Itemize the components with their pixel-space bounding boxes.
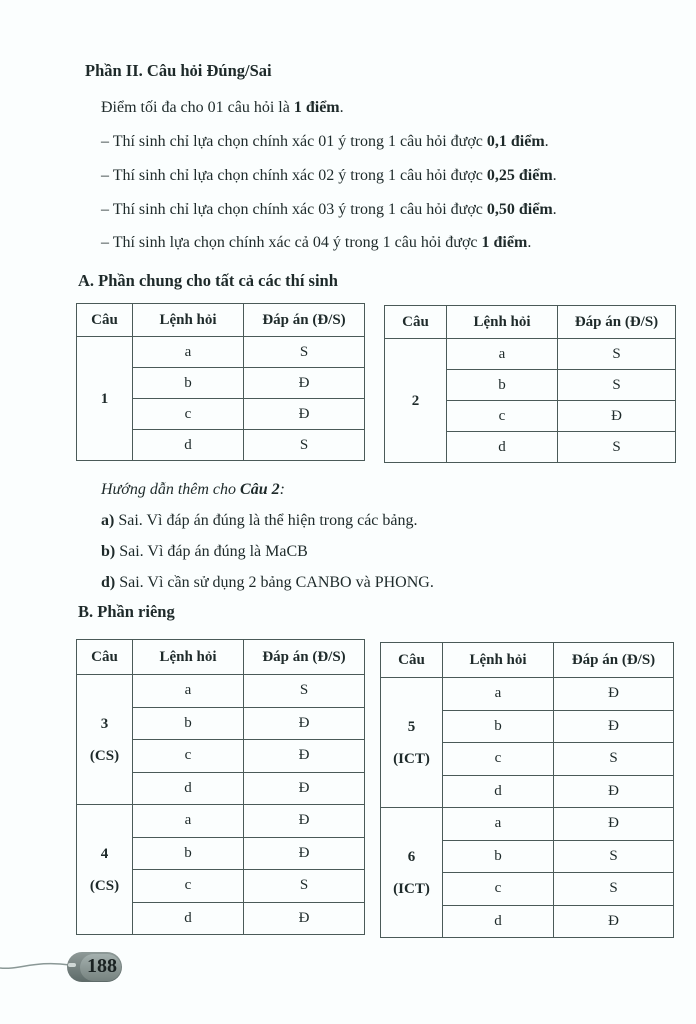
statement-label: d xyxy=(447,432,558,463)
note-item-label: a) xyxy=(101,512,115,529)
table-header-row xyxy=(385,306,676,339)
table-header-row xyxy=(77,304,365,337)
statement-label: a xyxy=(133,675,244,708)
scoring-rule xyxy=(101,133,549,151)
rule-text: – Thí sinh lựa chọn chính xác cả 04 ý trong 1 câu hỏi được xyxy=(101,234,482,251)
statement-label: a xyxy=(133,337,244,368)
rule-points: 0,50 điểm xyxy=(486,201,553,218)
note-title-end: : xyxy=(279,481,285,498)
header-cau: Câu xyxy=(381,643,443,678)
note-item-label: b) xyxy=(101,543,116,560)
table-header-row xyxy=(381,643,674,678)
statement-label: a xyxy=(443,808,554,841)
mouse-scroll-icon xyxy=(68,963,76,967)
table-row xyxy=(77,805,365,838)
scoring-intro-text: Điểm tối đa cho 01 câu hỏi là xyxy=(101,99,294,116)
header-cau: Câu xyxy=(385,306,447,339)
answer-value: S xyxy=(244,337,365,368)
answer-table-q1 xyxy=(76,303,365,461)
statement-label: d xyxy=(133,430,244,461)
header-lenh-hoi: Lệnh hỏi xyxy=(133,640,244,675)
question-group: (ICT) xyxy=(393,750,430,767)
table-row xyxy=(77,675,365,708)
note-title xyxy=(101,481,285,499)
answer-value: S xyxy=(554,873,674,906)
note-item xyxy=(101,543,308,561)
mouse-cable-icon xyxy=(0,958,70,972)
answer-value: S xyxy=(554,743,674,776)
statement-label: c xyxy=(447,401,558,432)
rule-end: . xyxy=(552,201,557,218)
answer-table-cs xyxy=(76,639,365,935)
statement-label: d xyxy=(133,902,244,935)
question-cell xyxy=(77,675,133,805)
note-item-text: Sai. Vì đáp án đúng là thể hiện trong các bảng. xyxy=(114,512,418,529)
question-number: 1 xyxy=(77,337,133,461)
table-row xyxy=(77,337,365,368)
header-dap-an: Đáp án (Đ/S) xyxy=(244,304,365,337)
scoring-intro-bold: 1 điểm xyxy=(293,99,340,116)
table-row xyxy=(381,808,674,841)
statement-label: b xyxy=(443,840,554,873)
note-item xyxy=(101,574,434,592)
rule-text: – Thí sinh chỉ lựa chọn chính xác 02 ý trong 1 câu hỏi được xyxy=(101,167,487,184)
statement-label: b xyxy=(133,707,244,740)
answer-value: Đ xyxy=(244,740,365,773)
rule-points: 0,1 điểm xyxy=(486,133,545,150)
statement-label: b xyxy=(133,368,244,399)
statement-label: c xyxy=(133,399,244,430)
statement-label: b xyxy=(443,710,554,743)
note-item-text: Sai. Vì đáp án đúng là MaCB xyxy=(115,543,308,560)
note-item-label: d) xyxy=(101,574,116,591)
table-row xyxy=(381,678,674,711)
answer-value: Đ xyxy=(554,775,674,808)
question-group: (CS) xyxy=(89,747,120,764)
section-a-title: A. Phần chung cho tất cả các thí sinh xyxy=(78,271,338,290)
answer-value: Đ xyxy=(554,808,674,841)
statement-label: d xyxy=(133,772,244,805)
answer-value: S xyxy=(244,870,365,903)
question-number: 2 xyxy=(385,339,447,463)
note-title-text: Hướng dẫn thêm cho xyxy=(101,481,241,498)
question-cell xyxy=(381,808,443,938)
answer-value: S xyxy=(558,370,676,401)
answer-value: S xyxy=(558,432,676,463)
statement-label: c xyxy=(133,740,244,773)
statement-label: c xyxy=(133,870,244,903)
rule-text: – Thí sinh chỉ lựa chọn chính xác 03 ý trong 1 câu hỏi được xyxy=(101,201,487,218)
statement-label: d xyxy=(443,775,554,808)
table-header-row xyxy=(77,640,365,675)
statement-label: a xyxy=(443,678,554,711)
scoring-intro-end: . xyxy=(339,99,344,116)
question-number: 6 xyxy=(407,848,416,865)
header-dap-an: Đáp án (Đ/S) xyxy=(244,640,365,675)
statement-label: d xyxy=(443,905,554,938)
statement-label: c xyxy=(443,743,554,776)
header-dap-an: Đáp án (Đ/S) xyxy=(558,306,676,339)
answer-value: S xyxy=(244,675,365,708)
section-b-title: B. Phần riêng xyxy=(78,602,175,621)
answer-value: Đ xyxy=(244,707,365,740)
answer-table-q2 xyxy=(384,305,676,463)
header-lenh-hoi: Lệnh hỏi xyxy=(133,304,244,337)
question-number: 5 xyxy=(407,718,416,735)
answer-value: S xyxy=(554,840,674,873)
header-cau: Câu xyxy=(77,304,133,337)
answer-value: Đ xyxy=(554,678,674,711)
rule-points: 0,25 điểm xyxy=(486,167,553,184)
note-item xyxy=(101,512,418,530)
statement-label: b xyxy=(447,370,558,401)
part-title: Phần II. Câu hỏi Đúng/Sai xyxy=(85,61,272,80)
header-dap-an: Đáp án (Đ/S) xyxy=(554,643,674,678)
answer-value: S xyxy=(558,339,676,370)
header-lenh-hoi: Lệnh hỏi xyxy=(447,306,558,339)
question-cell xyxy=(381,678,443,808)
statement-label: b xyxy=(133,837,244,870)
answer-value: S xyxy=(244,430,365,461)
question-number: 4 xyxy=(100,845,109,862)
answer-value: Đ xyxy=(554,710,674,743)
rule-end: . xyxy=(527,234,532,251)
answer-value: Đ xyxy=(244,368,365,399)
answer-table-ict xyxy=(380,642,674,938)
question-number: 3 xyxy=(100,715,109,732)
answer-value: Đ xyxy=(244,399,365,430)
question-group: (ICT) xyxy=(393,880,430,897)
answer-value: Đ xyxy=(244,772,365,805)
answer-value: Đ xyxy=(244,902,365,935)
question-cell xyxy=(77,805,133,935)
rule-end: . xyxy=(552,167,557,184)
rule-text: – Thí sinh chỉ lựa chọn chính xác 01 ý trong 1 câu hỏi được xyxy=(101,133,487,150)
rule-points: 1 điểm xyxy=(481,234,528,251)
header-cau: Câu xyxy=(77,640,133,675)
rule-end: . xyxy=(544,133,549,150)
table-row xyxy=(385,339,676,370)
statement-label: a xyxy=(133,805,244,838)
statement-label: a xyxy=(447,339,558,370)
note-title-bold: Câu 2 xyxy=(240,481,280,498)
statement-label: c xyxy=(443,873,554,906)
answer-value: Đ xyxy=(554,905,674,938)
scoring-rule xyxy=(101,201,557,219)
note-item-text: Sai. Vì cần sử dụng 2 bảng CANBO và PHONG. xyxy=(115,574,434,591)
scoring-rule xyxy=(101,167,557,185)
answer-value: Đ xyxy=(558,401,676,432)
page-number: 188 xyxy=(87,955,117,977)
answer-value: Đ xyxy=(244,837,365,870)
answer-value: Đ xyxy=(244,805,365,838)
scoring-intro xyxy=(101,99,344,117)
header-lenh-hoi: Lệnh hỏi xyxy=(443,643,554,678)
scoring-rule xyxy=(101,234,531,252)
question-group: (CS) xyxy=(89,877,120,894)
